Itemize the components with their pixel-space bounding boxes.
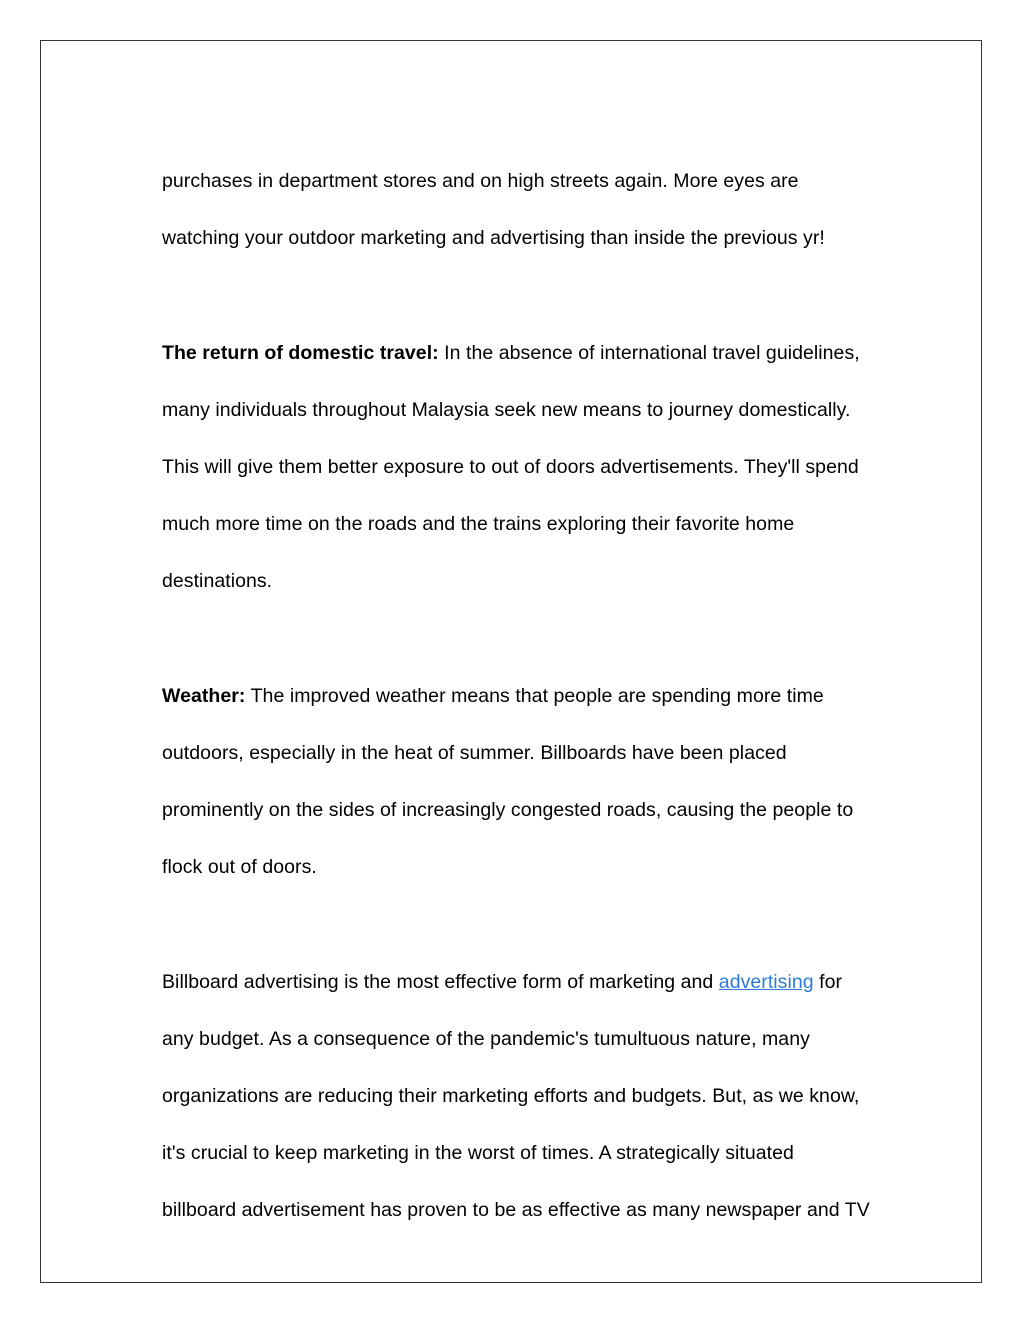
text-line: billboard advertisement has proven to be as effective as many newspaper and TV xyxy=(162,1199,870,1222)
text-segment: for xyxy=(813,970,843,993)
text-line: prominently on the sides of increasingly congested roads, causing the people to xyxy=(162,799,854,822)
text-line xyxy=(162,954,952,1011)
text-line: flock out of doors. xyxy=(162,856,317,879)
text-line: purchases in department stores and on high streets again. More eyes are xyxy=(162,170,799,192)
paragraph-spacer xyxy=(162,611,952,668)
paragraph-intro-continuation xyxy=(162,153,952,267)
text-line: This will give them better exposure to out of doors advertisements. They'll spend xyxy=(162,455,859,478)
text-line: it's crucial to keep marketing in the worst of times. A strategically situated xyxy=(162,1142,794,1165)
paragraph-heading: The return of domestic travel: xyxy=(162,341,439,364)
text-line: organizations are reducing their marketing efforts and budgets. But, as we know, xyxy=(162,1085,860,1107)
text-line: much more time on the roads and the trains exploring their favorite home xyxy=(162,513,795,536)
text-line xyxy=(162,325,952,382)
paragraph-heading: Weather: xyxy=(162,684,246,707)
text-segment: The improved weather means that people are spending more time xyxy=(245,684,824,707)
paragraph-billboard-advertising xyxy=(162,954,952,1240)
text-segment: In the absence of international travel guidelines, xyxy=(438,341,860,364)
text-line xyxy=(162,668,952,725)
paragraph-domestic-travel xyxy=(162,325,952,611)
paragraph-spacer xyxy=(162,896,952,953)
text-line: many individuals throughout Malaysia seek new means to journey domestically. xyxy=(162,398,851,421)
paragraph-weather xyxy=(162,668,952,897)
paragraph-spacer xyxy=(162,267,952,324)
text-segment: Billboard advertising is the most effective form of marketing and xyxy=(162,970,719,993)
text-line: outdoors, especially in the heat of summer. Billboards have been placed xyxy=(162,741,787,764)
text-line: any budget. As a consequence of the pandemic's tumultuous nature, many xyxy=(162,1027,810,1050)
document-page xyxy=(40,40,982,1283)
advertising-link[interactable]: advertising xyxy=(718,970,814,993)
text-line: destinations. xyxy=(162,570,273,593)
document-body xyxy=(162,153,952,1240)
text-line: watching your outdoor marketing and advertising than inside the previous yr! xyxy=(162,227,825,250)
